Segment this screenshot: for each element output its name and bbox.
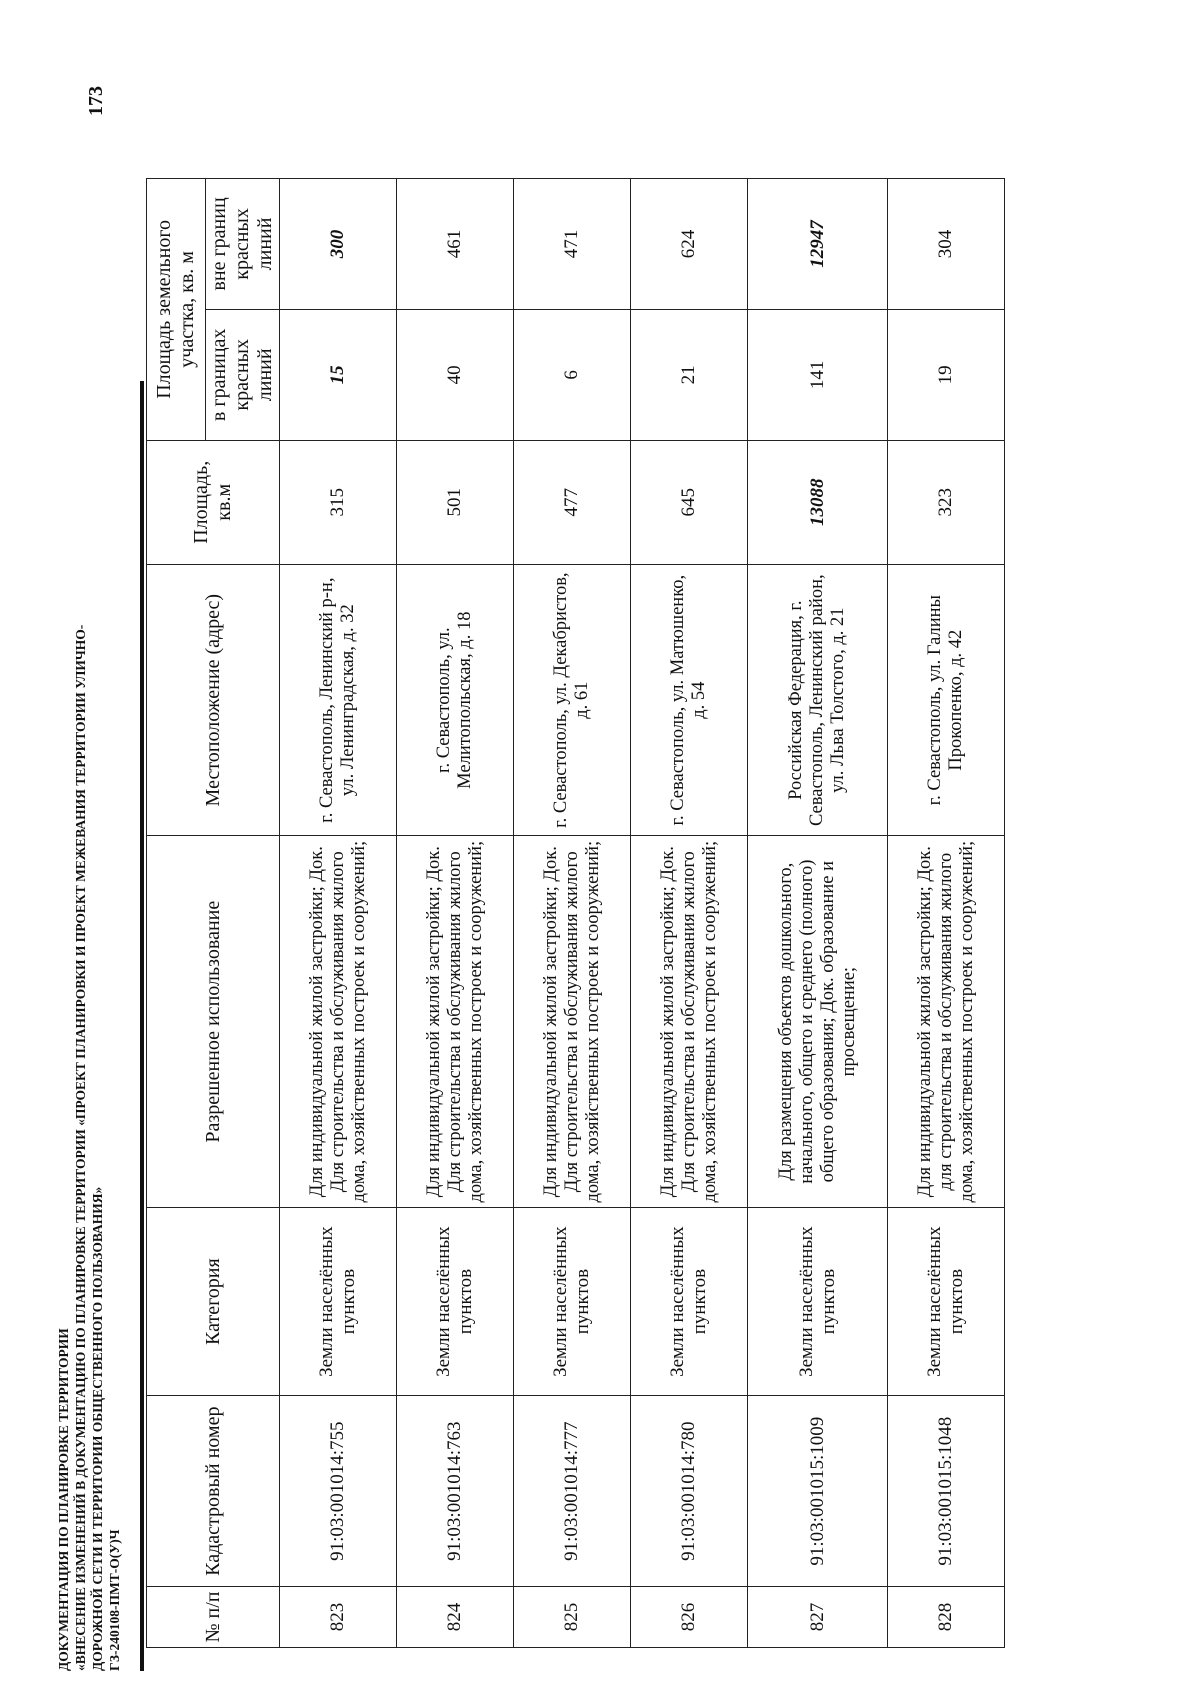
cell-outside: 304 xyxy=(888,179,1005,310)
page-number: 173 xyxy=(85,86,107,116)
header-outside: вне границ красных линий xyxy=(206,179,280,310)
cell-cadastral: 91:03:001014:763 xyxy=(397,1396,514,1587)
cell-inside: 19 xyxy=(888,309,1005,440)
cell-location: г. Севастополь, ул. Галины Прокопенко, д. 42 xyxy=(888,564,1005,836)
header-purpose: Разрешенное использование xyxy=(147,836,280,1207)
cell-location: г. Севастополь, Ленинский р-н, ул. Ленинградская, д. 32 xyxy=(280,564,397,836)
cell-purpose: Для индивидуальной жилой застройки; Док. Для строительства и обслуживания жилого дома, хозяйственных построек и сооружений; xyxy=(280,836,397,1207)
header-inside: в границах красных линий xyxy=(206,309,280,440)
table-row xyxy=(631,179,748,1648)
table-row xyxy=(748,179,888,1648)
cell-category: Земли населённых пунктов xyxy=(631,1207,748,1395)
header-num: № п/п xyxy=(147,1587,280,1648)
cell-location: г. Севастополь, ул. Декабристов, д. 61 xyxy=(514,564,631,836)
header-location: Местоположение (адрес) xyxy=(147,564,280,836)
header-cadastral: Кадастровый номер xyxy=(147,1396,280,1587)
cell-inside: 21 xyxy=(631,309,748,440)
land-plots-table xyxy=(146,178,1005,1648)
cell-purpose: Для размещения объектов дошкольного, начального, общего и среднего (полного) общего образования; Док. образование и просвещение; xyxy=(748,836,888,1207)
cell-cadastral: 91:03:001014:777 xyxy=(514,1396,631,1587)
cell-outside: 624 xyxy=(631,179,748,310)
cell-area: 477 xyxy=(514,440,631,564)
table-header-row xyxy=(147,179,206,1648)
cell-num: 828 xyxy=(888,1587,1005,1648)
cell-area: 645 xyxy=(631,440,748,564)
table-row xyxy=(397,179,514,1648)
cell-area: 315 xyxy=(280,440,397,564)
cell-purpose: Для индивидуальной жилой застройки; Док. для строительства и обслуживания жилого дома, хозяйственных построек и сооружений; xyxy=(888,836,1005,1207)
cell-outside: 461 xyxy=(397,179,514,310)
cell-location: г. Севастополь, ул. Матюшенко, д. 54 xyxy=(631,564,748,836)
cell-num: 825 xyxy=(514,1587,631,1648)
cell-outside: 471 xyxy=(514,179,631,310)
cell-category: Земли населённых пунктов xyxy=(748,1207,888,1395)
cell-category: Земли населённых пунктов xyxy=(280,1207,397,1395)
cell-inside: 40 xyxy=(397,309,514,440)
header-line-3: ДОРОЖНОЙ СЕТИ И ТЕРРИТОРИИ ОБЩЕСТВЕННОГО ПОЛЬЗОВАНИЯ» xyxy=(90,1186,105,1671)
cell-cadastral: 91:03:001014:780 xyxy=(631,1396,748,1587)
cell-category: Земли населённых пунктов xyxy=(514,1207,631,1395)
header-area: Площадь, кв.м xyxy=(147,440,280,564)
cell-purpose: Для индивидуальной жилой застройки; Док. Для строительства и обслуживания жилого дома, хозяйственных построек и сооружений; xyxy=(514,836,631,1207)
header-divider xyxy=(140,381,144,1671)
header-line-2: «ВНЕСЕНИЕ ИЗМЕНЕНИЙ В ДОКУМЕНТАЦИЮ ПО ПЛАНИРОВКЕ ТЕРРИТОРИИ «ПРОЕКТ ПЛАНИРОВКИ И ПРОЕКТ МЕЖЕВАНИЯ ТЕРРИТОРИИ УЛИЧНО- xyxy=(73,624,88,1671)
cell-purpose: Для индивидуальной жилой застройки; Док. Для строительства и обслуживания жилого дома, хозяйственных построек и сооружений; xyxy=(631,836,748,1207)
cell-outside: 300 xyxy=(280,179,397,310)
cell-num: 827 xyxy=(748,1587,888,1648)
cell-category: Земли населённых пунктов xyxy=(397,1207,514,1395)
table-row xyxy=(514,179,631,1648)
cell-area: 13088 xyxy=(748,440,888,564)
header-line-4: ГЗ-240108-ПМТ-О(У)Ч xyxy=(107,1529,122,1671)
cell-cadastral: 91:03:001015:1048 xyxy=(888,1396,1005,1587)
cell-location: Российская Федерация, г. Севастополь, Ленинский район, ул. Льва Толстого, д. 21 xyxy=(748,564,888,836)
cell-area: 501 xyxy=(397,440,514,564)
cell-cadastral: 91:03:001014:755 xyxy=(280,1396,397,1587)
header-category: Категория xyxy=(147,1207,280,1395)
cell-inside: 141 xyxy=(748,309,888,440)
cell-num: 823 xyxy=(280,1587,397,1648)
cell-outside: 12947 xyxy=(748,179,888,310)
cell-purpose: Для индивидуальной жилой застройки; Док. Для строительства и обслуживания жилого дома, хозяйственных построек и сооружений; xyxy=(397,836,514,1207)
cell-num: 824 xyxy=(397,1587,514,1648)
table-row xyxy=(280,179,397,1648)
cell-num: 826 xyxy=(631,1587,748,1648)
cell-category: Земли населённых пунктов xyxy=(888,1207,1005,1395)
cell-cadastral: 91:03:001015:1009 xyxy=(748,1396,888,1587)
cell-area: 323 xyxy=(888,440,1005,564)
header-line-1: ДОКУМЕНТАЦИЯ ПО ПЛАНИРОВКЕ ТЕРРИТОРИИ xyxy=(56,1328,71,1671)
land-plots-table-wrapper xyxy=(146,178,1005,1648)
header-plot-area-group: Площадь земельного участка, кв. м xyxy=(147,179,206,441)
document-header xyxy=(55,271,123,1671)
cell-location: г. Севастополь, ул. Мелитопольская, д. 18 xyxy=(397,564,514,836)
cell-inside: 15 xyxy=(280,309,397,440)
cell-inside: 6 xyxy=(514,309,631,440)
table-row xyxy=(888,179,1005,1648)
